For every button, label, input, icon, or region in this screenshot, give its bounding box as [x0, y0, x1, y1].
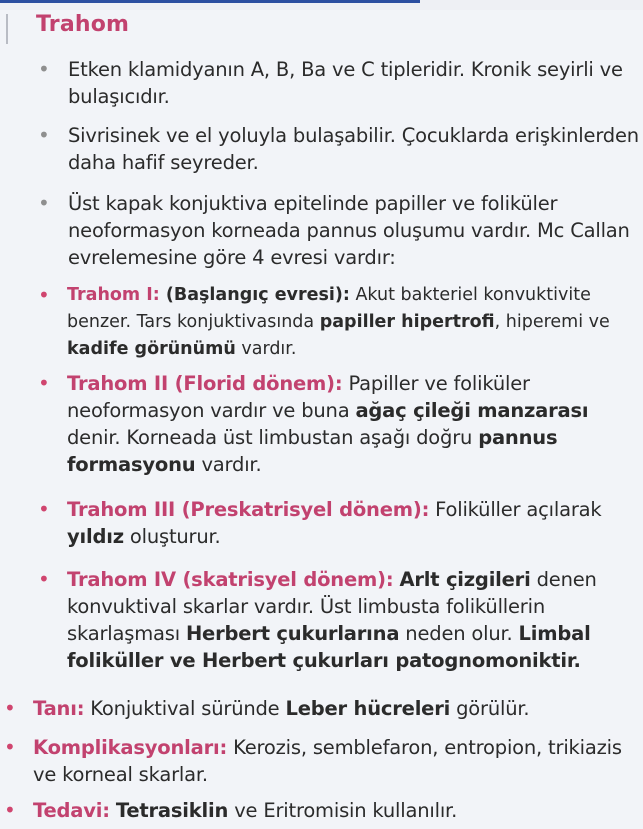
bullet-marker: •	[38, 567, 50, 591]
diagnosis-label: Tanı:	[33, 697, 85, 720]
stage-1-label: Trahom I:	[67, 285, 160, 305]
complications-text: Komplikasyonları: Kerozis, semblefaron, entropion, trikiazis ve korneal skarlar.	[33, 736, 622, 786]
bullet-marker: •	[38, 371, 50, 395]
stage-4-label: Trahom IV (skatrisyel dönem):	[67, 568, 394, 591]
stage-2-text: Trahom II (Florid dönem): Papiller ve foliküler neoformasyon vardır ve buna ağaç çileği manzarası denir. Korneada üst limbustan aşağı doğru pannus formasyonu vardır.	[67, 372, 589, 476]
bullet-marker: •	[4, 798, 16, 822]
bullet-marker: •	[4, 696, 16, 720]
bullet-marker: •	[4, 735, 16, 759]
bullet-marker: •	[38, 123, 50, 147]
stage-2-label: Trahom II (Florid dönem):	[67, 372, 343, 395]
stage-4-text: Trahom IV (skatrisyel dönem): Arlt çizgileri denen konvuktival skarlar vardır. Üst limbusta foliküllerin skarlaşması Herbert çukurlarına neden olur. Limbal foliküller ve Herbert çukurları patognomoniktir.	[67, 568, 597, 672]
bullet-marker: •	[38, 191, 50, 215]
stage-3-text: Trahom III (Preskatrisyel dönem): Foliküller açılarak yıldız oluşturur.	[67, 498, 602, 548]
bullet-text-2: Sivrisinek ve el yoluyla bulaşabilir. Çocuklarda erişkinlerden daha hafif seyreder.	[68, 124, 639, 174]
stage-1-text: Trahom I: (Başlangıç evresi): Akut bakteriel konvuktivite benzer. Tars konjuktivasında papiller hipertrofi, hiperemi ve kadife görünümü vardır.	[67, 285, 610, 359]
treatment-label: Tedavi:	[33, 799, 110, 822]
diagnosis-text: Tanı: Konjuktival süründe Leber hücreleri görülür.	[33, 697, 530, 720]
bullet-marker: •	[38, 283, 50, 307]
bullet-text-3: Üst kapak konjuktiva epitelinde papiller ve foliküler neoformasyon korneada pannus oluşumu vardır. Mc Callan evrelemesine göre 4 evresi vardır:	[68, 192, 630, 269]
bullet-marker: •	[38, 497, 50, 521]
treatment-text: Tedavi: Tetrasiklin ve Eritromisin kullanılır.	[33, 799, 458, 822]
section-title: Trahom	[36, 12, 130, 37]
bullet-marker: •	[38, 57, 50, 81]
stage-3-label: Trahom III (Preskatrisyel dönem):	[67, 498, 430, 521]
bullet-text-1: Etken klamidyanın A, B, Ba ve C tipleridir. Kronik seyirli ve bulaşıcıdır.	[68, 58, 623, 108]
complications-label: Komplikasyonları:	[33, 736, 228, 759]
